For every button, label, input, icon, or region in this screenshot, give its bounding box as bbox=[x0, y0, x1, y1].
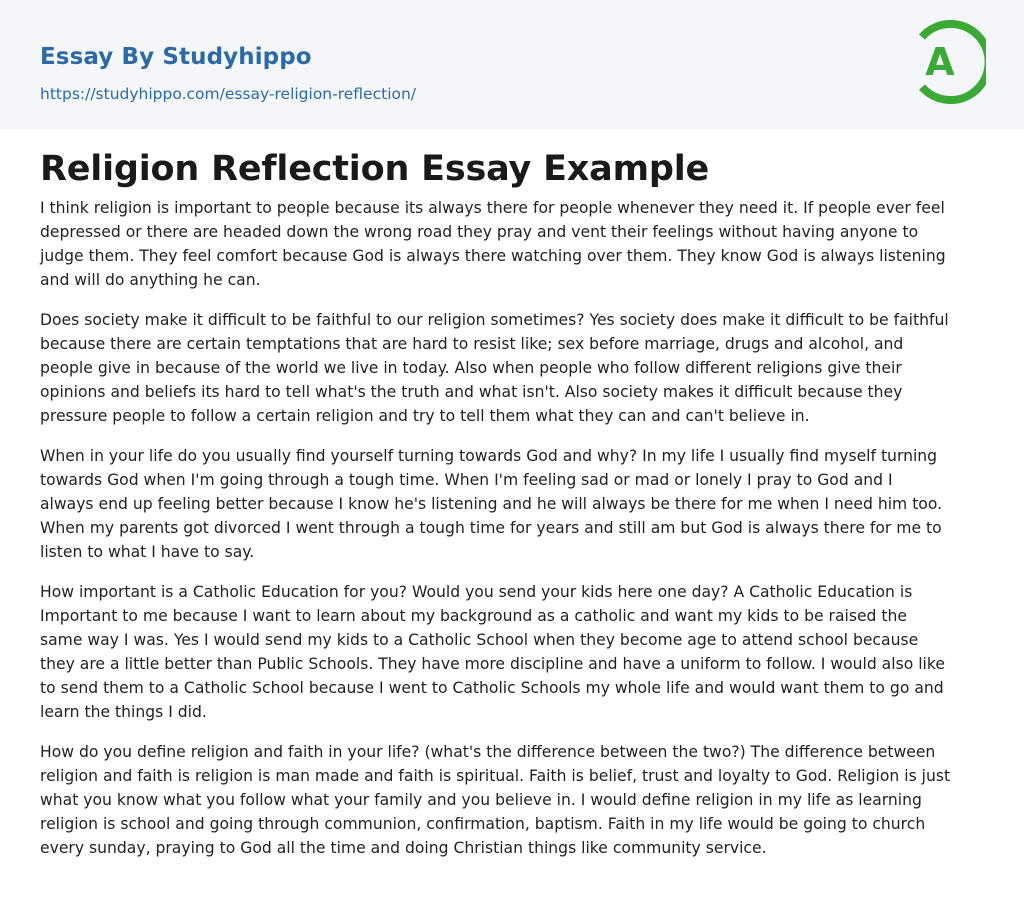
studyhippo-logo[interactable] bbox=[914, 18, 986, 106]
logo-letter: A bbox=[925, 40, 955, 84]
essay-paragraph-5: How do you define religion and faith in your life? (what's the difference between the two?) The difference between religion and faith is religion is man made and faith is spiritual. Faith is belief, trust and loyalty to God. Religion is just what you know what you follow what your family and you believe in. I would define religion in my life as learning religion is school and going through communion, confirmation, baptism. Faith in my life would be going to church every sunday, praying to God all the time and doing Christian things like community service. bbox=[40, 743, 951, 857]
site-header bbox=[0, 0, 1024, 129]
essay-url-link[interactable]: https://studyhippo.com/essay-religion-reflection/ bbox=[40, 85, 417, 103]
site-brand[interactable]: Essay By Studyhippo bbox=[40, 44, 312, 70]
article bbox=[0, 148, 1024, 860]
page-title: Religion Reflection Essay Example bbox=[40, 149, 710, 189]
essay-paragraph-3: When in your life do you usually find yourself turning towards God and why? In my life I usually find myself turning towards God when I'm going through a tough time. When I'm feeling sad or mad or lonely I pray to God and I always end up feeling better because I know he's listening and he will always be there for me when I need him too. When my parents got divorced I went through a tough time for years and still am but God is always there for me to listen to what I have to say. bbox=[40, 447, 943, 561]
essay-paragraph-1: I think religion is important to people because its always there for people whenever they need it. If people ever feel depressed or there are headed down the wrong road they pray and vent their feelings without having anyone to judge them. They feel comfort because God is always there watching over them. They know God is always listening and will do anything he can. bbox=[40, 199, 946, 289]
essay-paragraph-2: Does society make it difficult to be faithful to our religion sometimes? Yes society does make it difficult to be faithful because there are certain temptations that are hard to resist like; sex before marriage, drugs and alcohol, and people give in because of the world we live in today. Also when people who follow different religions give their opinions and beliefs its hard to tell what's the truth and what isn't. Also society makes it difficult because they pressure people to follow a certain religion and try to tell them what they can and can't believe in. bbox=[40, 311, 949, 425]
essay-paragraph-4: How important is a Catholic Education for you? Would you send your kids here one day? A Catholic Education is Important to me because I want to learn about my background as a catholic and want my kids to be raised the same way I was. Yes I would send my kids to a Catholic School when they become age to attend school because they are a little better than Public Schools. They have more discipline and have a uniform to follow. I would also like to send them to a Catholic School because I went to Catholic Schools my whole life and would want them to go and learn the things I did. bbox=[40, 583, 945, 721]
